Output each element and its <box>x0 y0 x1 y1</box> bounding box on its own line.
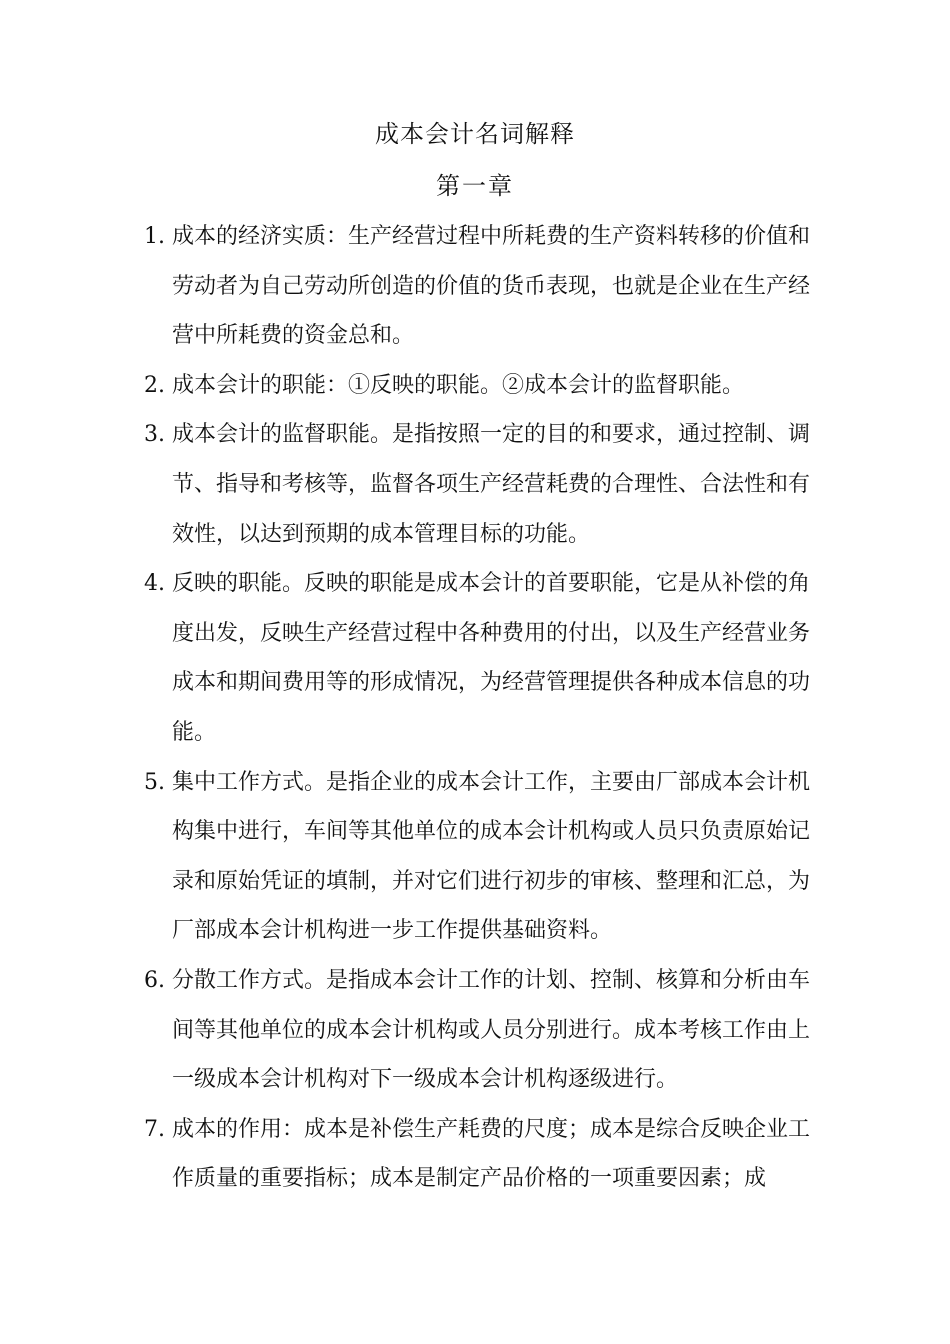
item-text: 成本的作用：成本是补偿生产耗费的尺度；成本是综合反映企业工作质量的重要指标；成本是制定产品价格的一项重要因素；成 <box>172 1116 811 1192</box>
item-number: 4. <box>144 571 165 597</box>
item-text: 成本会计的监督职能。是指按照一定的目的和要求，通过控制、调节、指导和考核等，监督各项生产经营耗费的合理性、合法性和有效性，以达到预期的成本管理目标的功能。 <box>172 422 811 547</box>
item-number: 6. <box>144 967 165 993</box>
list-item <box>144 410 810 559</box>
item-number: 1. <box>144 224 165 249</box>
item-text: 反映的职能。反映的职能是成本会计的首要职能，它是从补偿的角度出发，反映生产经营过程中各种费用的付出，以及生产经营业务成本和期间费用等的形成情况，为经营管理提供各种成本信息的功能。 <box>172 571 811 745</box>
list-item <box>144 758 810 956</box>
item-number: 2. <box>144 372 165 398</box>
item-text: 成本的经济实质：生产经营过程中所耗费的生产资料转移的价值和劳动者为自己劳动所创造的价值的货币表现，也就是企业在生产经营中所耗费的资金总和。 <box>172 224 811 349</box>
definition-list <box>144 212 810 1204</box>
chapter-title: 第一章 <box>436 172 514 200</box>
item-text: 分散工作方式。是指成本会计工作的计划、控制、核算和分析由车间等其他单位的成本会计机构或人员分别进行。成本考核工作由上一级成本会计机构对下一级成本会计机构逐级进行。 <box>172 967 811 1093</box>
list-item <box>144 1105 810 1204</box>
list-item <box>144 212 810 361</box>
item-number: 3. <box>144 422 165 448</box>
item-number: 7. <box>144 1116 165 1142</box>
list-item <box>144 361 810 411</box>
list-item <box>144 956 810 1105</box>
list-item <box>144 559 810 757</box>
item-text: 集中工作方式。是指企业的成本会计工作，主要由厂部成本会计机构集中进行，车间等其他单位的成本会计机构或人员只负责原始记录和原始凭证的填制，并对它们进行初步的审核、整理和汇总，为厂部成本会计机构进一步工作提供基础资料。 <box>172 769 811 944</box>
item-number: 5. <box>144 769 165 795</box>
item-text: 成本会计的职能：①反映的职能。②成本会计的监督职能。 <box>172 372 745 398</box>
document-title: 成本会计名词解释 <box>375 120 575 148</box>
